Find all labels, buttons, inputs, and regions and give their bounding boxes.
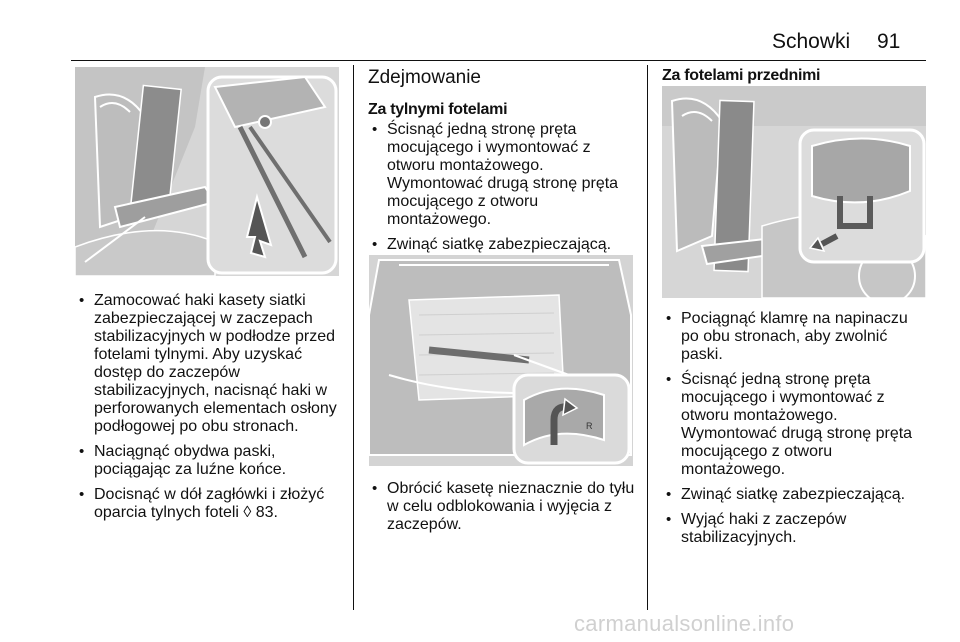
col3-item-2 xyxy=(662,371,930,479)
col1-item-2: • Naciągnąć obydwa paski, pociągając za luźne końce. xyxy=(75,443,347,479)
illustration-net-hooks-svg xyxy=(75,67,339,276)
page-header-title: Schowki xyxy=(772,30,851,53)
illustration-cassette-rotate xyxy=(369,255,633,466)
column-divider-1 xyxy=(353,65,354,610)
illustration-letter-r: R xyxy=(586,421,593,431)
col2-item-1 xyxy=(368,121,640,229)
col1-item-1: • Zamocować haki kasety siatki zabezpieczającej w zaczepach stabilizacyjnych w podłodze przed fotelami tylnymi. Aby uzyskać dostęp do zaczepów stabilizacyjnych, nacisnąć haki w perforowanych elementach osłony podłogowej po obu stronach. xyxy=(75,292,347,436)
page-number: 91 xyxy=(877,30,901,53)
col2-item-2: • Zwinąć siatkę zabezpieczającą. xyxy=(368,236,640,254)
col2-item-3: • Obrócić kasetę nieznacznie do tyłu w celu odblokowania i wyjęcia z zaczepów. xyxy=(368,480,640,534)
illustration-tensioner-buckle xyxy=(662,86,926,298)
col3-item-1: • Pociągnąć klamrę na napinaczu po obu stronach, aby zwolnić paski. xyxy=(662,310,930,364)
section-title-removal: Zdejmowanie xyxy=(368,67,481,88)
col3-bullet-list xyxy=(662,310,930,554)
col3-item-2-line-1: • Ścisnąć jedną stronę pręta mocującego i wymontować z otworu montażowego. xyxy=(681,371,885,424)
col3-item-2-line-2: Wymontować drugą stronę pręta mocującego z otworu montażowego. xyxy=(681,425,913,478)
illustration-tensioner-buckle-svg xyxy=(662,86,926,298)
col2-bullet-list-bottom xyxy=(368,480,640,541)
col2-item-1-line-1: • Ścisnąć jedną stronę pręta mocującego i wymontować z otworu montażowego. xyxy=(387,121,591,174)
illustration-net-hooks xyxy=(75,67,339,276)
col3-item-4: • Wyjąć haki z zaczepów stabilizacyjnych. xyxy=(662,511,930,547)
subsection-behind-rear-seats: Za tylnymi fotelami xyxy=(368,101,508,118)
col3-item-3: • Zwinąć siatkę zabezpieczającą. xyxy=(662,486,930,504)
subsection-behind-front-seats: Za fotelami przednimi xyxy=(662,67,821,84)
col1-item-3: • Docisnąć w dół zagłówki i złożyć oparcia tylnych foteli ◊ 83. xyxy=(75,486,347,522)
watermark-text: carmanualsonline.info xyxy=(574,611,795,636)
col2-item-1-line-2: Wymontować drugą stronę pręta mocującego z otworu montażowego. xyxy=(387,175,619,228)
illustration-cassette-rotate-svg xyxy=(369,255,633,466)
col2-bullet-list-top xyxy=(368,121,640,261)
col1-bullet-list xyxy=(75,292,347,529)
header-rule xyxy=(71,60,926,61)
column-divider-2 xyxy=(647,65,648,610)
